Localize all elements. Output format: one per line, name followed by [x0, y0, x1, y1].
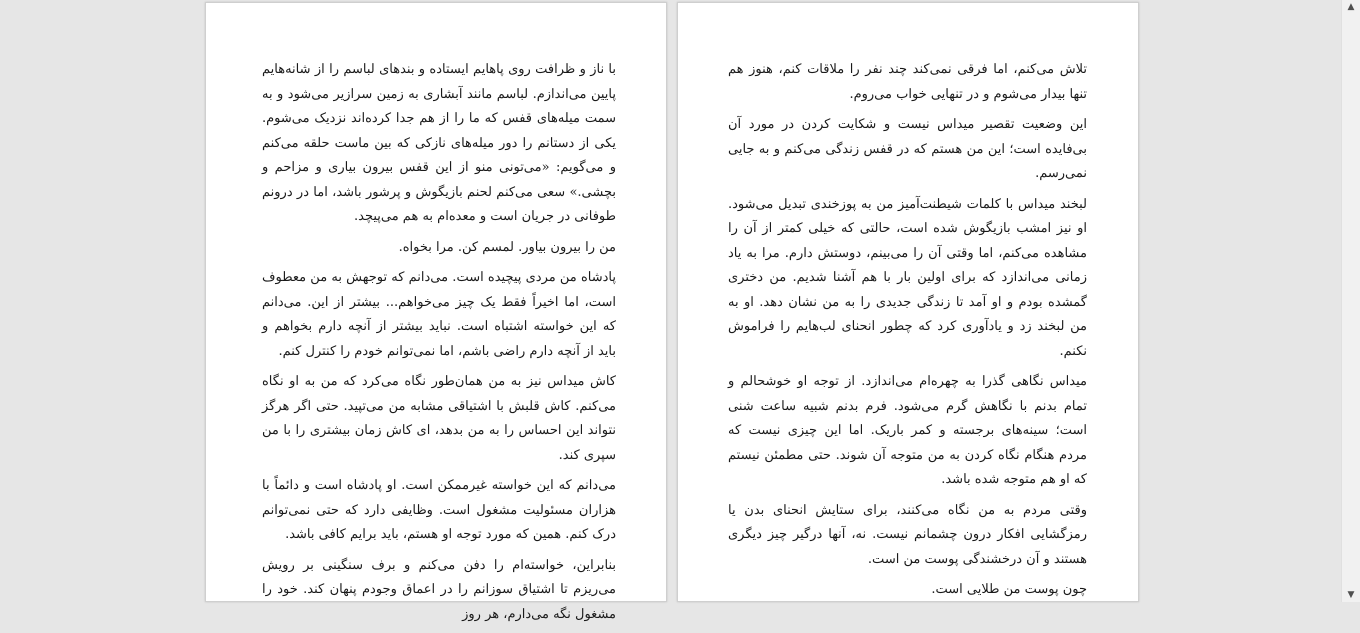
triangle-up-icon[interactable]: ▲ — [1347, 2, 1355, 12]
paragraph: بنابراین، خواسته‌ام را دفن می‌کنم و برف سنگینی بر رویش می‌ریزم تا اشتیاق سوزانم را در اعماق وجودم پنهان کند. خود را مشغول نگه می‌دارم، هر روز — [262, 557, 616, 622]
paragraph: با ناز و ظرافت روی پاهایم ایستاده و بندهای لباسم را از شانه‌هایم پایین می‌اندازم. لباسم مانند آبشاری به زمین سرازیر می‌شود و به سمت میله‌های قفس که ما را از هم جدا کرده‌اند نزدیک می‌شوم. یکی از دستانم را دور میله‌های نازکی که بین ماست حلقه می‌کنم و می‌گویم: «می‌تونی منو از این قفس بیرون بیاری و مزاحم و بچشی.» سعی می‌کنم لحنم بازیگوش و پرشور باشد، اما در درونم طوفانی در جریان است و معده‌ام به هم می‌پیچد. — [262, 62, 616, 224]
page-left-text — [262, 58, 616, 633]
page-right-text — [728, 58, 1087, 609]
triangle-down-icon[interactable]: ▼ — [1347, 590, 1355, 600]
paragraph: وقتی مردم به من نگاه می‌کنند، برای ستایش انحنای بدن یا رمزگشایی افکار درون چشمانم نیست. نه، آنها درگیر چیز دیگری هستند و آن درخشندگی پوست من است. — [728, 502, 1087, 567]
paragraph: من را بیرون بیاور. لمسم کن. مرا بخواه. — [398, 239, 616, 255]
paragraph: پادشاه من مردی پیچیده است. می‌دانم که توجهش به من معطوف است، اما اخیراً فقط یک چیز می‌خواهم... بیشتر از این. می‌دانم که این خواسته اشتباه است. نباید بیشتر از آنچه دارم بخواهم و باید از آنچه دارم راضی باشم، اما نمی‌توانم خودم را کنترل کنم. — [262, 270, 617, 359]
paragraph: چون پوست من طلایی است. — [931, 582, 1087, 597]
paragraph: لبخند میداس با کلمات شیطنت‌آمیز من به پوزخندی تبدیل می‌شود. او نیز امشب بازیگوش شده است، حالتی که خیلی کمتر از آن را مشاهده می‌کنم، اما وقتی آن را می‌بینم، دوستش دارم. مرا به یاد زمانی می‌اندازد که برای اولین بار با هم آشنا شدیم. من دختری گمشده بودم و او آمد تا زندگی جدیدی را به من نشان دهد. او به من لبخند زد و یادآوری کرد که چطور انحنای لب‌هایم را فراموش نکنم. — [728, 196, 1087, 359]
paragraph: تلاش می‌کنم، اما فرقی نمی‌کند چند نفر را ملاقات کنم، هنوز هم تنها بیدار می‌شوم و در تنهایی خواب می‌روم. — [728, 62, 1087, 102]
paragraph: میداس نگاهی گذرا به چهره‌ام می‌اندازد. از توجه او خوشحالم و تمام بدنم با نگاهش گرم می‌شود. فرم بدنم شبیه ساعت شنی است؛ سینه‌های برجسته و کمر باریک. اما این چیزی نیست که مردم هنگام نگاه کردن به من متوجه آن شوند. حتی مطمئن نیستم که او هم متوجه شده باشد. — [728, 374, 1087, 487]
paragraph: می‌دانم که این خواسته غیرممکن است. او پادشاه است و دائماً با هزاران مسئولیت مشغول است. وظایفی دارد که حتی نمی‌توانم درک کنم. همین که مورد توجه او هستم، باید برایم کافی باشد. — [262, 478, 616, 542]
vertical-scrollbar[interactable] — [1341, 0, 1360, 602]
page-right — [677, 2, 1139, 602]
page-left — [205, 2, 667, 622]
paragraph: این وضعیت تقصیر میداس نیست و شکایت کردن در مورد آن بی‌فایده است؛ این من هستم که در قفس زندگی می‌کنم و به جایی نمی‌رسم. — [728, 117, 1087, 181]
paragraph: کاش میداس نیز به من همان‌طور نگاه می‌کرد که من به او نگاه می‌کنم. کاش قلبش با اشتیاقی مشابه من می‌تپید. حتی اگر هرگز نتواند این احساس را به من بدهد، ای کاش زمان بیشتری را با من سپری کند. — [262, 374, 616, 463]
